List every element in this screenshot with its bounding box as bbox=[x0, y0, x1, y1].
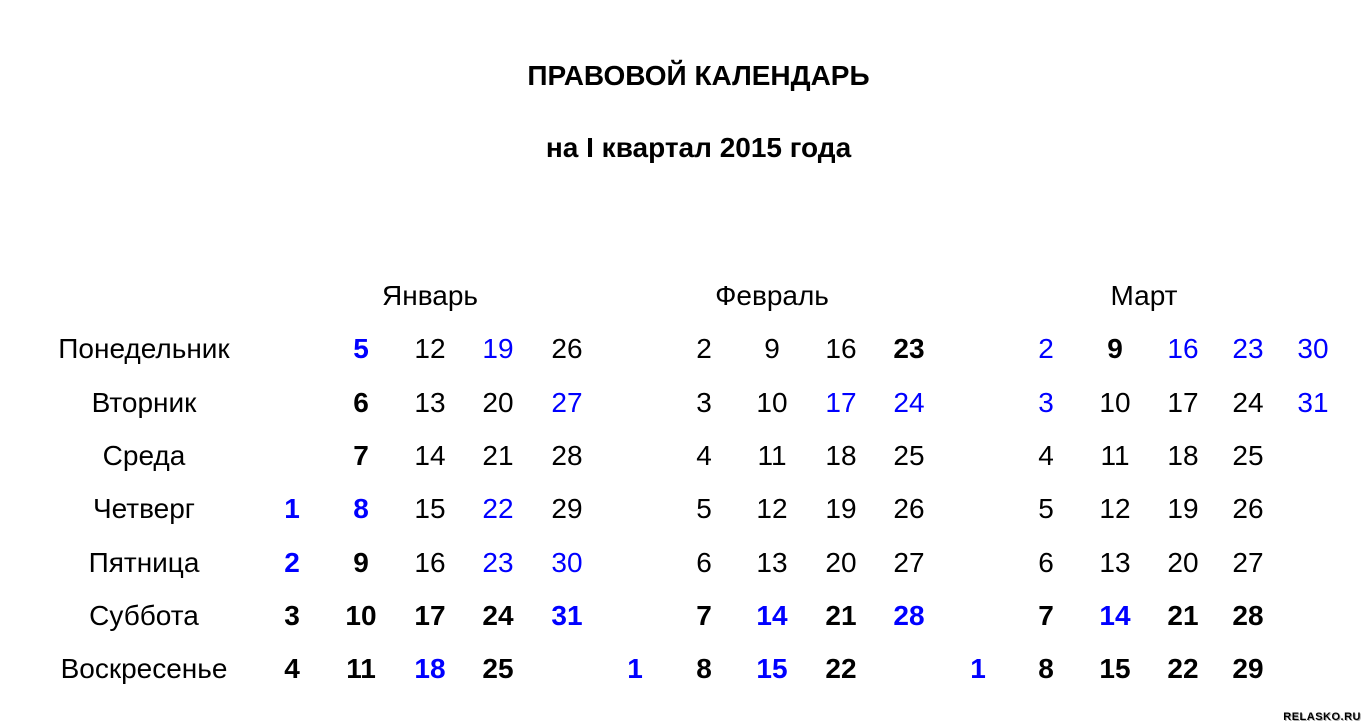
day-cell-january-24: 24 bbox=[482, 600, 514, 631]
day-cell-january-4: 4 bbox=[284, 653, 300, 684]
day-cell-march-30: 30 bbox=[1297, 333, 1329, 364]
day-cell-january-6: 6 bbox=[353, 387, 369, 418]
month-name-february: Февраль bbox=[715, 280, 829, 311]
day-cell-march-20: 20 bbox=[1167, 547, 1199, 578]
day-cell-january-7: 7 bbox=[353, 440, 369, 471]
day-cell-january-23: 23 bbox=[482, 547, 514, 578]
day-cell-february-28: 28 bbox=[893, 600, 925, 631]
day-cell-march-29: 29 bbox=[1232, 653, 1264, 684]
site-watermark: RELASKO.RU bbox=[1283, 711, 1361, 723]
day-cell-january-13: 13 bbox=[414, 387, 446, 418]
day-cell-january-5: 5 bbox=[353, 333, 369, 364]
day-cell-february-9: 9 bbox=[764, 333, 780, 364]
day-cell-february-20: 20 bbox=[825, 547, 857, 578]
day-cell-january-15: 15 bbox=[414, 493, 446, 524]
day-cell-january-12: 12 bbox=[414, 333, 446, 364]
day-cell-march-12: 12 bbox=[1099, 493, 1131, 524]
day-cell-january-9: 9 bbox=[353, 547, 369, 578]
day-cell-january-14: 14 bbox=[414, 440, 446, 471]
day-cell-february-12: 12 bbox=[756, 493, 788, 524]
weekday-wednesday: Среда bbox=[102, 440, 186, 471]
day-cell-march-8: 8 bbox=[1038, 653, 1054, 684]
day-cell-february-14: 14 bbox=[756, 600, 788, 631]
calendar-subtitle: на I квартал 2015 года bbox=[545, 132, 852, 163]
day-cell-february-7: 7 bbox=[696, 600, 712, 631]
day-cell-february-22: 22 bbox=[825, 653, 857, 684]
weekday-thursday: Четверг bbox=[92, 493, 196, 524]
day-cell-january-2: 2 bbox=[284, 547, 300, 578]
day-cell-february-25: 25 bbox=[893, 440, 925, 471]
calendar-title: ПРАВОВОЙ КАЛЕНДАРЬ bbox=[527, 60, 870, 91]
day-cell-march-11: 11 bbox=[1100, 440, 1130, 471]
weekday-tuesday: Вторник bbox=[91, 387, 197, 418]
day-cell-march-21: 21 bbox=[1167, 600, 1199, 631]
day-cell-february-24: 24 bbox=[893, 387, 925, 418]
day-cell-january-30: 30 bbox=[551, 547, 583, 578]
day-cell-march-4: 4 bbox=[1038, 440, 1054, 471]
day-cell-february-17: 17 bbox=[825, 387, 857, 418]
day-cell-january-18: 18 bbox=[414, 653, 446, 684]
day-cell-february-13: 13 bbox=[756, 547, 788, 578]
day-cell-march-28: 28 bbox=[1232, 600, 1264, 631]
day-cell-march-15: 15 bbox=[1099, 653, 1131, 684]
day-cell-february-18: 18 bbox=[825, 440, 857, 471]
day-cell-february-8: 8 bbox=[696, 653, 712, 684]
day-cell-march-24: 24 bbox=[1232, 387, 1264, 418]
day-cell-february-2: 2 bbox=[696, 333, 712, 364]
day-cell-march-1: 1 bbox=[970, 653, 986, 684]
day-cell-march-13: 13 bbox=[1099, 547, 1131, 578]
weekday-saturday: Суббота bbox=[89, 600, 199, 631]
weekday-friday: Пятница bbox=[88, 547, 200, 578]
day-cell-january-22: 22 bbox=[482, 493, 514, 524]
day-cell-february-4: 4 bbox=[696, 440, 712, 471]
day-cell-march-3: 3 bbox=[1038, 387, 1054, 418]
day-cell-february-5: 5 bbox=[696, 493, 712, 524]
day-cell-january-28: 28 bbox=[551, 440, 583, 471]
day-cell-february-19: 19 bbox=[825, 493, 857, 524]
day-cell-january-20: 20 bbox=[482, 387, 514, 418]
day-cell-january-21: 21 bbox=[482, 440, 514, 471]
day-cell-february-16: 16 bbox=[825, 333, 857, 364]
day-cell-march-23: 23 bbox=[1232, 333, 1264, 364]
day-cell-march-14: 14 bbox=[1099, 600, 1131, 631]
day-cell-january-10: 10 bbox=[345, 600, 377, 631]
day-cell-march-5: 5 bbox=[1038, 493, 1054, 524]
month-name-march: Март bbox=[1110, 280, 1178, 311]
weekday-monday: Понедельник bbox=[58, 333, 230, 364]
day-cell-march-25: 25 bbox=[1232, 440, 1264, 471]
day-cell-march-16: 16 bbox=[1167, 333, 1199, 364]
month-name-january: Январь bbox=[382, 280, 478, 311]
day-cell-march-22: 22 bbox=[1167, 653, 1199, 684]
day-cell-february-10: 10 bbox=[756, 387, 788, 418]
day-cell-february-6: 6 bbox=[696, 547, 712, 578]
day-cell-march-7: 7 bbox=[1038, 600, 1054, 631]
day-cell-march-26: 26 bbox=[1232, 493, 1264, 524]
day-cell-january-31: 31 bbox=[551, 600, 583, 631]
day-cell-february-3: 3 bbox=[696, 387, 712, 418]
day-cell-march-27: 27 bbox=[1232, 547, 1264, 578]
day-cell-march-9: 9 bbox=[1107, 333, 1123, 364]
day-cell-january-19: 19 bbox=[482, 333, 514, 364]
day-cell-january-11: 11 bbox=[346, 653, 376, 684]
day-cell-january-17: 17 bbox=[414, 600, 446, 631]
weekday-sunday: Воскресенье bbox=[60, 653, 228, 684]
day-cell-january-16: 16 bbox=[414, 547, 446, 578]
day-cell-march-17: 17 bbox=[1167, 387, 1199, 418]
day-cell-march-19: 19 bbox=[1167, 493, 1199, 524]
day-cell-february-23: 23 bbox=[893, 333, 925, 364]
day-cell-january-3: 3 bbox=[284, 600, 300, 631]
day-cell-january-27: 27 bbox=[551, 387, 583, 418]
day-cell-february-21: 21 bbox=[825, 600, 857, 631]
day-cell-february-15: 15 bbox=[756, 653, 788, 684]
day-cell-march-2: 2 bbox=[1038, 333, 1054, 364]
day-cell-february-26: 26 bbox=[893, 493, 925, 524]
day-cell-january-25: 25 bbox=[482, 653, 514, 684]
day-cell-march-18: 18 bbox=[1167, 440, 1199, 471]
day-cell-february-27: 27 bbox=[893, 547, 925, 578]
day-cell-march-10: 10 bbox=[1099, 387, 1131, 418]
day-cell-february-1: 1 bbox=[627, 653, 643, 684]
day-cell-january-1: 1 bbox=[284, 493, 300, 524]
day-cell-march-6: 6 bbox=[1038, 547, 1054, 578]
day-cell-march-31: 31 bbox=[1297, 387, 1329, 418]
day-cell-january-8: 8 bbox=[353, 493, 369, 524]
day-cell-january-26: 26 bbox=[551, 333, 583, 364]
day-cell-february-11: 11 bbox=[757, 440, 787, 471]
day-cell-january-29: 29 bbox=[551, 493, 583, 524]
